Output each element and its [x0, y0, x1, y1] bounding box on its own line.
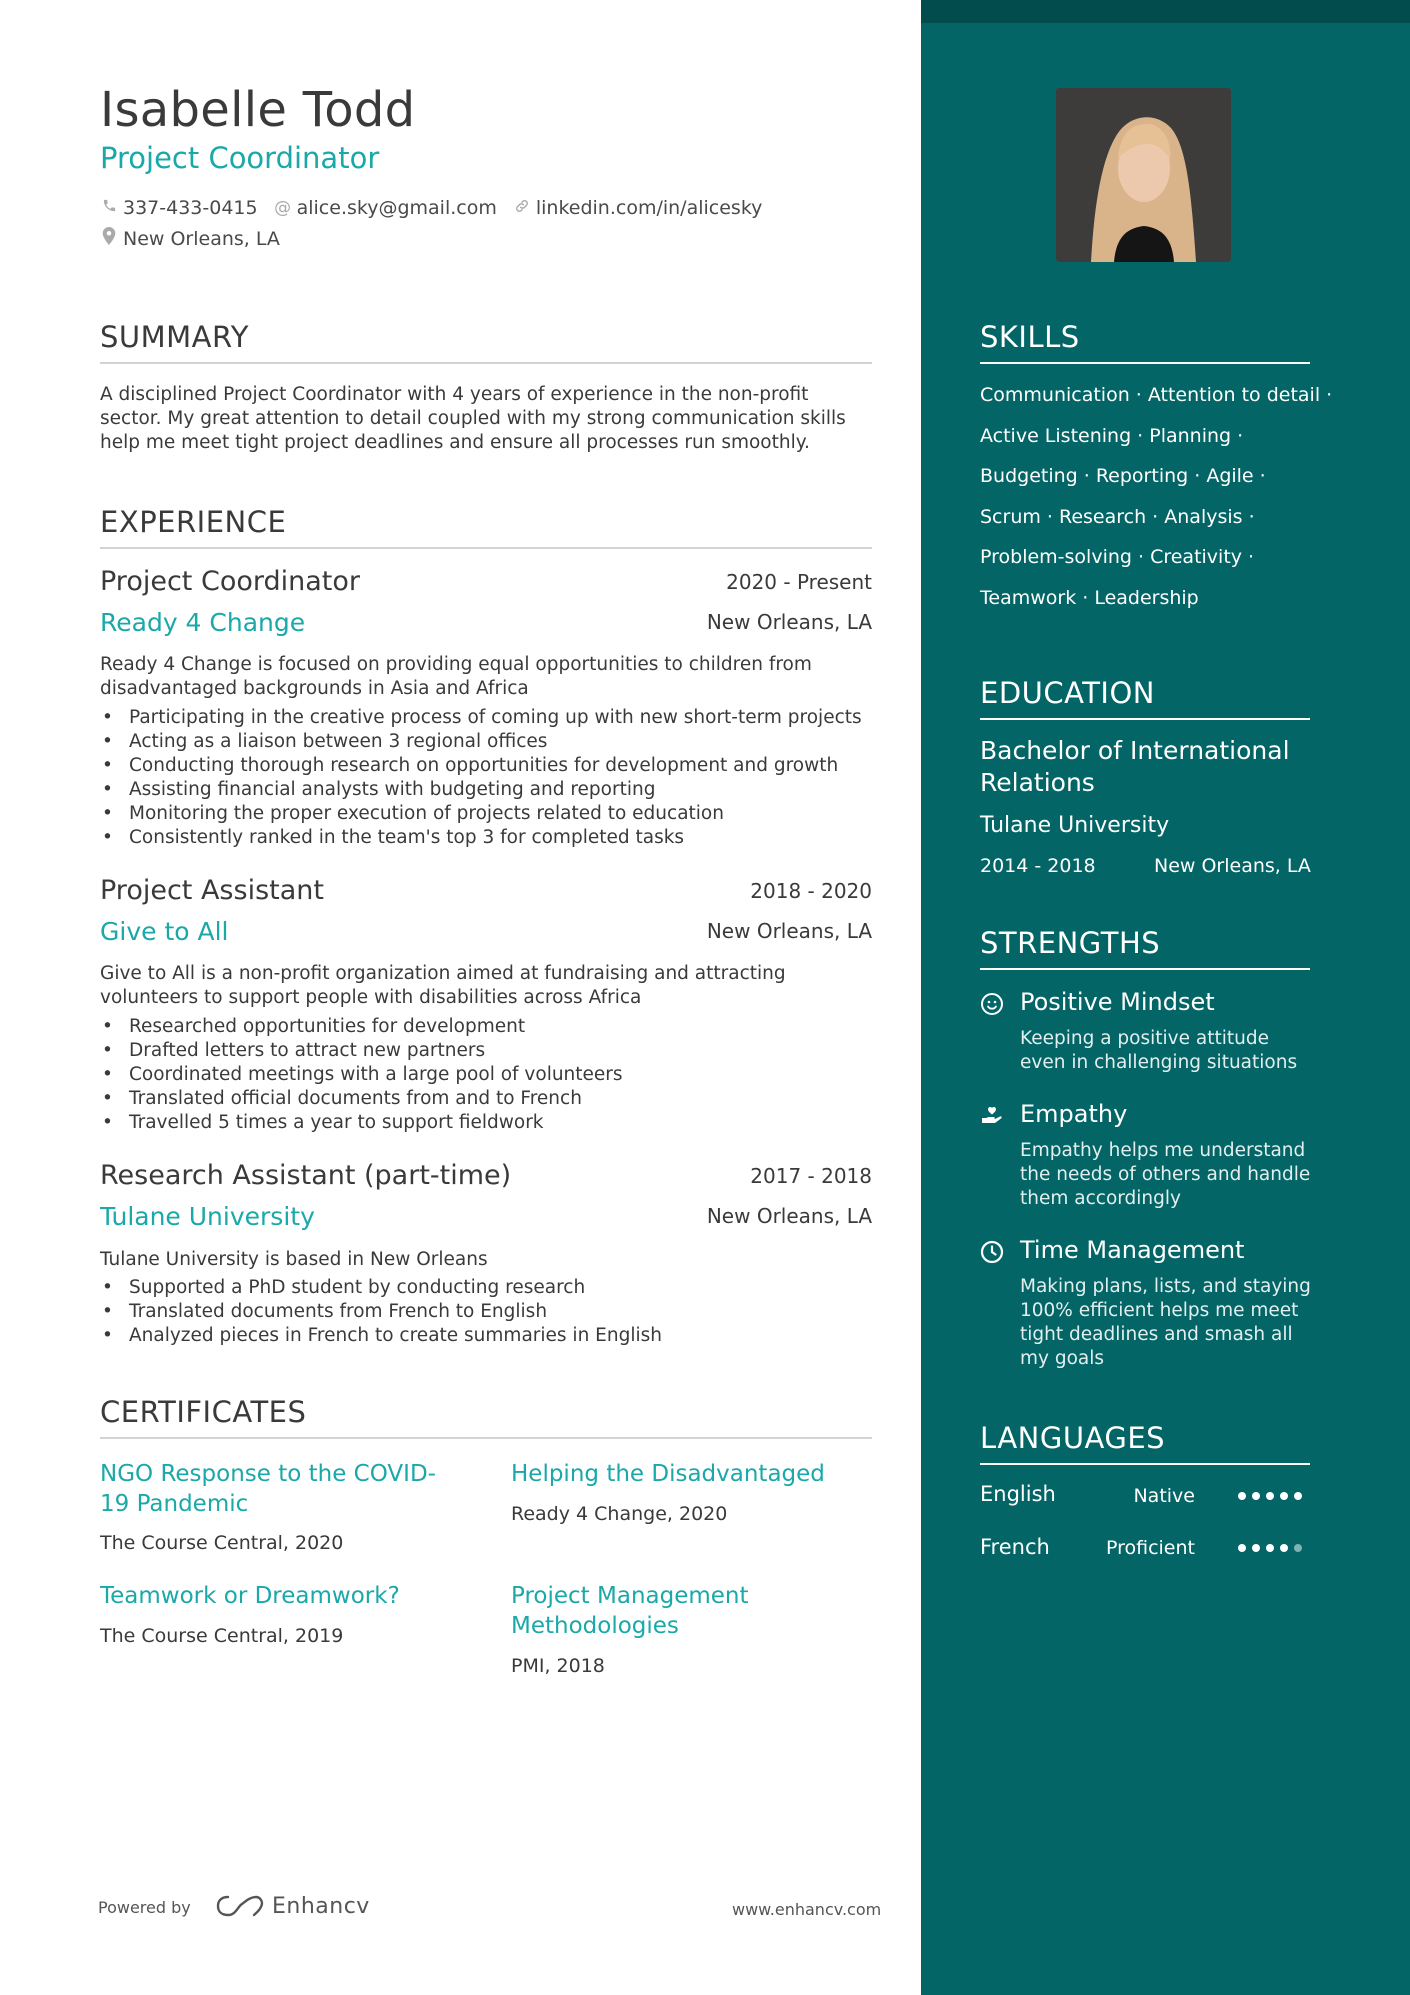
- certificate-issuer: PMI, 2018: [511, 1655, 605, 1677]
- footer-url[interactable]: www.enhancv.com: [732, 1900, 882, 1919]
- certificate-issuer: The Course Central, 2019: [100, 1625, 344, 1647]
- list-item: • Travelled 5 times a year to support fieldwork: [100, 1111, 872, 1135]
- list-item: • Translated official documents from and to French: [100, 1087, 872, 1111]
- profile-photo: [1056, 88, 1231, 262]
- phone-icon: [100, 198, 118, 218]
- job-description: Ready 4 Change is focused on providing equal opportunities to children from disadvantaged backgrounds in Asia and Africa: [100, 654, 812, 699]
- language-name: French: [980, 1535, 1050, 1559]
- job-location: New Orleans, LA: [706, 1204, 872, 1228]
- skills-line: Active Listening · Planning ·: [980, 425, 1244, 447]
- job-title: Project Assistant: [100, 875, 324, 906]
- candidate-title: Project Coordinator: [100, 141, 380, 175]
- brand-logo[interactable]: [216, 1893, 370, 1919]
- link-icon: [513, 198, 531, 219]
- job-company: Tulane University: [100, 1202, 315, 1231]
- certificate-issuer: The Course Central, 2020: [100, 1532, 344, 1554]
- list-item: • Supported a PhD student by conducting research: [100, 1276, 872, 1300]
- strength-description: Empathy helps me understand the needs of others and handle them accordingly: [1020, 1140, 1311, 1209]
- rating-dot-filled: [1252, 1492, 1260, 1500]
- hand-heart-icon: [980, 1104, 1004, 1128]
- strength-title: Time Management: [1020, 1236, 1245, 1264]
- rating-dot-filled: [1238, 1492, 1246, 1500]
- summary-text: A disciplined Project Coordinator with 4 years of experience in the non-profit sector. My great attention to detail coupled with my strong communication skills help me meet tight project deadlines and ensure all processes run smoothly.: [100, 384, 846, 453]
- experience-heading: EXPERIENCE: [100, 505, 872, 549]
- powered-by-label: Powered by: [98, 1898, 191, 1917]
- sidebar-top-band: [921, 0, 1410, 23]
- rating-dot-filled: [1280, 1492, 1288, 1500]
- rating-dot-filled: [1266, 1544, 1274, 1552]
- map-pin-icon: [100, 227, 118, 250]
- linkedin-text[interactable]: linkedin.com/in/alicesky: [535, 197, 763, 219]
- phone-contact: [100, 197, 258, 219]
- skills-heading: SKILLS: [980, 320, 1310, 364]
- list-item: • Monitoring the proper execution of projects related to education: [100, 802, 872, 826]
- skills-line: Budgeting · Reporting · Agile ·: [980, 465, 1266, 487]
- job-location: New Orleans, LA: [706, 919, 872, 943]
- job-date: 2017 - 2018: [750, 1164, 872, 1188]
- phone-text: 337-433-0415: [123, 197, 258, 219]
- job-date: 2018 - 2020: [750, 879, 872, 903]
- email-contact[interactable]: [274, 197, 497, 219]
- job-bullets: [100, 706, 872, 850]
- strength-title: Empathy: [1020, 1100, 1128, 1128]
- languages-heading: LANGUAGES: [980, 1421, 1310, 1465]
- skills-line: Scrum · Research · Analysis ·: [980, 506, 1255, 528]
- smile-icon: [980, 992, 1004, 1016]
- contact-row: [100, 197, 778, 219]
- rating-dot-filled: [1294, 1492, 1302, 1500]
- list-item: • Assisting financial analysts with budgeting and reporting: [100, 778, 872, 802]
- certificates-heading: CERTIFICATES: [100, 1395, 872, 1439]
- rating-dot-filled: [1266, 1492, 1274, 1500]
- sidebar: [921, 0, 1410, 1995]
- education-location: New Orleans, LA: [1154, 855, 1311, 877]
- strength-title: Positive Mindset: [1020, 988, 1215, 1016]
- at-icon: @: [274, 198, 292, 218]
- job-date: 2020 - Present: [726, 570, 872, 594]
- strengths-heading: STRENGTHS: [980, 926, 1310, 970]
- job-company: Ready 4 Change: [100, 608, 306, 637]
- strength-description: Making plans, lists, and staying 100% efficient helps me meet tight deadlines and smash all my goals: [1020, 1276, 1311, 1369]
- education-date: 2014 - 2018: [980, 855, 1096, 877]
- infinity-logo-icon: [216, 1893, 264, 1919]
- education-school: Tulane University: [980, 813, 1170, 838]
- certificate-title: NGO Response to the COVID-19 Pandemic: [100, 1461, 436, 1517]
- language-level: Native: [1133, 1485, 1195, 1507]
- rating-dot-filled: [1280, 1544, 1288, 1552]
- location-contact: [100, 227, 280, 250]
- language-rating: [1238, 1492, 1308, 1500]
- language-name: English: [980, 1482, 1056, 1506]
- certificate-title: Project Management Methodologies: [511, 1583, 749, 1639]
- job-location: New Orleans, LA: [706, 610, 872, 634]
- certificate-issuer: Ready 4 Change, 2020: [511, 1503, 728, 1525]
- rating-dot-filled: [1252, 1544, 1260, 1552]
- list-item: • Conducting thorough research on opportunities for development and growth: [100, 754, 872, 778]
- location-text: New Orleans, LA: [123, 227, 280, 250]
- list-item: • Coordinated meetings with a large pool of volunteers: [100, 1063, 872, 1087]
- skills-line: Problem-solving · Creativity ·: [980, 546, 1255, 568]
- clock-icon: [980, 1240, 1004, 1264]
- list-item: • Translated documents from French to English: [100, 1300, 872, 1324]
- list-item: • Participating in the creative process of coming up with new short-term projects: [100, 706, 872, 730]
- job-company: Give to All: [100, 917, 229, 946]
- summary-heading: SUMMARY: [100, 320, 872, 364]
- job-title: Research Assistant (part-time): [100, 1160, 512, 1191]
- list-item: • Researched opportunities for development: [100, 1015, 872, 1039]
- email-text[interactable]: alice.sky@gmail.com: [296, 197, 497, 219]
- rating-dot-empty: [1294, 1544, 1302, 1552]
- strength-description: Keeping a positive attitude even in challenging situations: [1020, 1028, 1298, 1073]
- rating-dot-filled: [1238, 1544, 1246, 1552]
- education-heading: EDUCATION: [980, 676, 1310, 720]
- certificate-title: Helping the Disadvantaged: [511, 1461, 825, 1487]
- certificate-title: Teamwork or Dreamwork?: [100, 1583, 400, 1609]
- skills-line: Communication · Attention to detail ·: [980, 384, 1333, 406]
- candidate-name: Isabelle Todd: [100, 82, 416, 138]
- portrait-illustration: [1056, 88, 1231, 262]
- linkedin-contact[interactable]: [513, 197, 763, 219]
- brand-name: Enhancv: [272, 1893, 370, 1919]
- job-description: Give to All is a non-profit organization aimed at fundraising and attracting volunteers to support people with disabilities across Africa: [100, 963, 786, 1008]
- job-description: Tulane University is based in New Orleans: [100, 1249, 488, 1270]
- job-bullets: [100, 1015, 872, 1135]
- list-item: • Consistently ranked in the team's top 3 for completed tasks: [100, 826, 872, 850]
- language-level: Proficient: [1105, 1537, 1195, 1559]
- language-rating: [1238, 1544, 1308, 1552]
- location-row: [100, 227, 296, 250]
- list-item: • Acting as a liaison between 3 regional offices: [100, 730, 872, 754]
- education-degree: Bachelor of International Relations: [980, 736, 1290, 797]
- job-bullets: [100, 1276, 872, 1348]
- list-item: • Drafted letters to attract new partners: [100, 1039, 872, 1063]
- list-item: • Analyzed pieces in French to create summaries in English: [100, 1324, 872, 1348]
- job-title: Project Coordinator: [100, 566, 360, 597]
- skills-line: Teamwork · Leadership: [980, 587, 1199, 609]
